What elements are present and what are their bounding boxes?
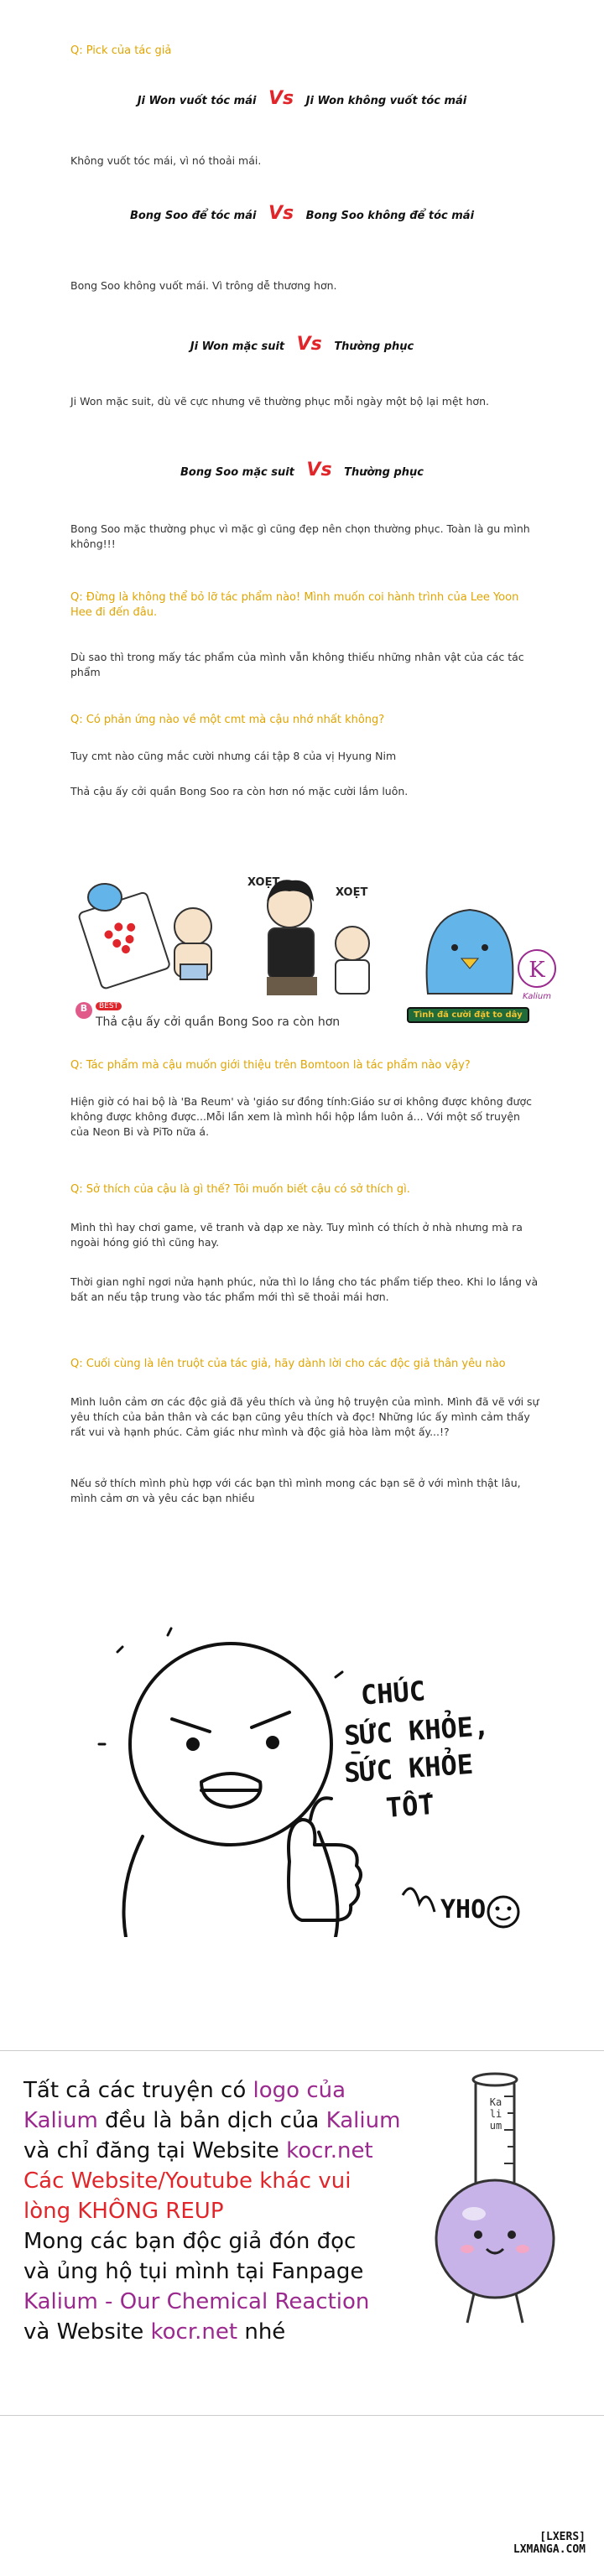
notice-warning: Các Website/Youtube khác vui [23, 2168, 351, 2194]
answer-7: Thả cậu ấy cởi quần Bong Soo ra còn hơn nó mặc cười lắm luôn. [70, 785, 409, 797]
vs-left-label: Bong Soo để tóc mái [129, 210, 257, 222]
wish-line-1: CHÚC [359, 1675, 427, 1711]
yho-text: YHO [440, 1895, 487, 1924]
notice-text: nhé [237, 2319, 286, 2345]
answer-4: Bong Soo mặc thường phục vì mặc gì cũng đẹp nên chọn thường phục. Toàn là gu mình không!!! [70, 522, 530, 550]
vs-left-label: Ji Won mặc suit [190, 340, 285, 353]
vs-left-label: Bong Soo mặc suit [180, 466, 294, 479]
wish-line-2: SỨC KHỎE, [342, 1709, 491, 1753]
sfx-text: XOẸT [247, 876, 280, 889]
website-link[interactable]: kocr.net [286, 2138, 373, 2163]
fanpage-link[interactable]: Kalium - Our Chemical Reaction [23, 2289, 370, 2314]
flask-label: Kalium [489, 2096, 502, 2132]
notice-text: Tất cả các truyện có [23, 2078, 253, 2103]
notice-text: đều là bản dịch của [97, 2108, 326, 2133]
vs-symbol: Vs [306, 460, 332, 480]
answer-1: Không vuốt tóc mái, vì nó thoải mái. [70, 154, 262, 167]
notice-highlight: logo của [253, 2078, 346, 2103]
answer-6: Tuy cmt nào cũng mắc cười nhưng cái tập 8 của vị Hyung Nim [70, 750, 397, 762]
sfx-text: XOẸT [336, 886, 368, 899]
vs-symbol: Vs [296, 334, 322, 355]
bottom-divider [0, 2415, 604, 2416]
vs-right-label: Thường phục [334, 340, 414, 353]
flask-mascot [415, 2063, 583, 2331]
comic-stamp: Tình đã cười đặt to dây [407, 1007, 529, 1023]
notice-text: và Website [23, 2319, 151, 2345]
notice-line [23, 2106, 460, 2136]
answer-2: Bong Soo không vuốt mái. Vì trông dễ thương hơn. [70, 279, 337, 292]
question-pick: Q: Pick của tác giả [70, 44, 172, 57]
wish-line-4: TỐT [384, 1789, 436, 1824]
vs-right-label: Thường phục [344, 466, 424, 479]
vs-right-label: Ji Won không vuốt tóc mái [305, 95, 467, 107]
question-4: Q: Tác phẩm mà cậu muốn giới thiệu trên Bomtoon là tác phẩm nào vậy? [70, 1059, 471, 1072]
answer-9: Mình thì hay chơi game, vẽ tranh và dạp xe này. Tuy mình có thích ở nhà nhưng mà ra ngoài hóng gió thì cũng hay. [70, 1221, 523, 1249]
notice-warning: lòng KHÔNG REUP [23, 2199, 224, 2224]
answer-8: Hiện giờ có hai bộ là 'Ba Reum' và 'giáo sư đồng tính:Giáo sư ơi không được không được không được không được...Mỗi lần xem là mình hồi hộp lắm luôn á... Với một số truyện của Neon Bi và PiTo nữa á. [70, 1095, 532, 1138]
notice-line: Mong các bạn độc giả đón đọc [23, 2229, 357, 2254]
notice-line: và ủng hộ tụi mình tại Fanpage [23, 2259, 364, 2284]
vs-row-4 [0, 460, 604, 480]
best-tag: BEST [96, 1002, 122, 1010]
vs-left-label: Ji Won vuốt tóc mái [137, 95, 257, 107]
vs-row-2 [0, 203, 604, 224]
badge-letter: B [80, 1003, 88, 1014]
notice-line [23, 2075, 460, 2106]
notice-line [23, 2136, 460, 2166]
translation-notice [23, 2075, 460, 2347]
watermark-line-2: LXMANGA.COM [513, 2543, 586, 2556]
vs-symbol: Vs [268, 88, 294, 109]
comic-panel [67, 851, 562, 1040]
kalium-logo-text: Kalium [523, 992, 551, 1001]
answer-12: Nếu sở thích mình phù hợp với các bạn thì mình mong các bạn sẽ ở với mình thật lâu, mình cảm ơn và yêu các bạn nhiều [70, 1477, 521, 1504]
answer-11: Mình luôn cảm ơn các độc giả đã yêu thích và ủng hộ truyện của mình. Mình đã vẽ với sự yêu thích của bản thân và các bạn cũng yêu thích và đọc! Những lúc ấy mình cảm thấy rất vui và hạnh phúc. Cảm giác như mình và độc giả hòa làm một ấy...!? [70, 1395, 539, 1438]
answer-3: Ji Won mặc suit, dù vẽ cực nhưng vẽ thường phục mỗi ngày một bộ lại mệt hơn. [70, 395, 489, 408]
thumbs-up-drawing [84, 1618, 554, 1937]
top-divider [0, 2050, 604, 2051]
question-5: Q: Sở thích của cậu là gì thế? Tôi muốn biết cậu có sở thích gì. [70, 1183, 410, 1196]
vs-symbol: Vs [268, 203, 294, 224]
vs-row-1 [0, 88, 604, 109]
vs-right-label: Bong Soo không để tóc mái [305, 210, 475, 222]
question-2: Q: Đừng là không thể bỏ lỡ tác phẩm nào! Mình muốn coi hành trình của Lee Yoon Hee đi đến đâu. [70, 591, 519, 619]
wish-line-3: SỨC KHỎE [342, 1748, 475, 1789]
comic-caption: Thả cậu ấy cởi quần Bong Soo ra còn hơn [96, 1015, 341, 1029]
notice-line [23, 2317, 460, 2347]
notice-highlight: Kalium [325, 2108, 401, 2133]
character-thumbs-up [84, 1618, 554, 1937]
question-3: Q: Có phản ứng nào về một cmt mà cậu nhớ nhất không? [70, 714, 385, 726]
watermark [513, 2531, 586, 2556]
answer-10: Thời gian nghỉ ngơi nửa hạnh phúc, nửa thì lo lắng cho tác phẩm tiếp theo. Khi lo lắng và bất an nếu tập trung vào tác phẩm mới thì sẽ thoải mái hơn. [70, 1275, 539, 1303]
svg-text:K: K [528, 958, 545, 983]
notice-highlight: Kalium [23, 2108, 98, 2133]
answer-5: Dù sao thì trong mấy tác phẩm của mình vẫn không thiếu những nhân vật của các tác phẩm [70, 651, 524, 678]
vs-row-3 [0, 334, 604, 355]
notice-text: và chỉ đăng tại Website [23, 2138, 287, 2163]
website-link[interactable]: kocr.net [150, 2319, 238, 2345]
watermark-line-1: [LXERS] [539, 2531, 586, 2543]
question-6: Q: Cuối cùng là lên truột của tác giả, hãy dành lời cho các độc giả thân yêu nào [70, 1358, 506, 1370]
